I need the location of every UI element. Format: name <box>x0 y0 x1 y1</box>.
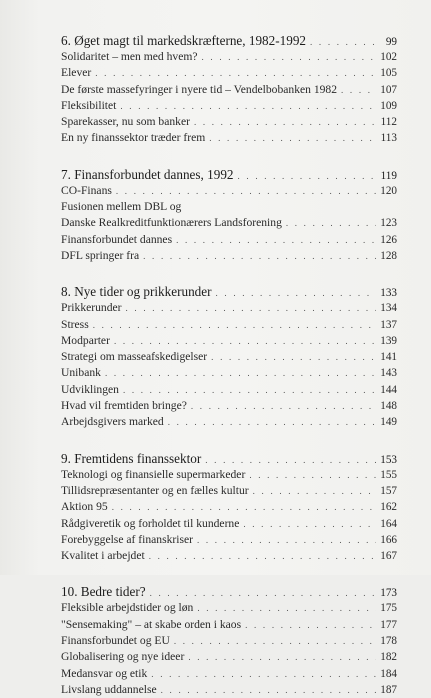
dot-leader <box>161 682 376 698</box>
dot-leader <box>249 467 376 483</box>
toc-entry <box>61 65 397 81</box>
dot-leader <box>105 365 376 381</box>
page-number: 143 <box>380 367 397 380</box>
entry-title: Danske Realkreditfunktionærers Landsforening <box>61 216 282 230</box>
dot-leader <box>120 98 376 114</box>
entry-title: Stress <box>61 317 89 331</box>
entry-title: Sparekasser, nu som banker <box>61 115 190 129</box>
toc-entry <box>61 398 397 414</box>
dot-leader <box>93 317 376 333</box>
toc-chapter-10 <box>61 583 397 698</box>
toc-entry <box>61 183 397 199</box>
entry-title: DFL springer fra <box>61 248 140 262</box>
page-number: 184 <box>380 667 397 680</box>
toc-chapter-6 <box>61 32 397 147</box>
page-number: 112 <box>380 116 397 129</box>
dot-leader <box>126 300 376 316</box>
page-number: 105 <box>380 67 397 80</box>
chapter-heading <box>61 32 397 49</box>
toc-entry <box>61 232 397 248</box>
entry-title: Unibank <box>61 366 101 380</box>
toc-entry <box>61 617 397 633</box>
toc-entry <box>61 317 397 333</box>
chapter-title: 8. Nye tider og prikkerunder <box>61 284 212 300</box>
entry-title: Finansforbundet og EU <box>61 634 170 648</box>
entry-title: Hvad vil fremtiden bringe? <box>61 399 187 413</box>
toc-entry <box>61 333 397 349</box>
entry-title: Fleksible arbejdstider og løn <box>61 601 194 615</box>
toc-chapter-7 <box>61 166 397 264</box>
entry-title: Finansforbundet dannes <box>61 232 173 246</box>
toc-entry <box>61 499 397 515</box>
toc-entry <box>61 248 397 264</box>
page-number: 182 <box>380 651 397 664</box>
page-number: 157 <box>380 484 397 497</box>
page-number: 102 <box>380 51 397 63</box>
page-number: 149 <box>380 416 397 429</box>
page-number: 155 <box>380 468 397 481</box>
page-number: 187 <box>380 683 397 696</box>
dot-leader <box>211 349 376 365</box>
page-number: 133 <box>380 287 397 300</box>
dot-leader <box>149 548 376 564</box>
page-number: 99 <box>385 36 397 48</box>
dot-leader <box>341 82 376 98</box>
entry-title: Fusionen mellem DBL og <box>61 200 182 214</box>
entry-title: Tillidsrepræsentanter og en fælles kultur <box>61 483 249 497</box>
page-number: 166 <box>380 533 397 546</box>
dot-leader <box>194 114 376 130</box>
entry-title: Prikkerunder <box>61 301 122 315</box>
page-number: 139 <box>380 334 397 347</box>
dot-leader <box>202 49 376 65</box>
entry-title: Modparter <box>61 333 110 347</box>
chapter-heading <box>61 166 397 183</box>
dot-leader <box>114 333 376 349</box>
toc-entry <box>61 649 397 665</box>
toc-entry <box>61 365 397 381</box>
toc-entry <box>61 349 397 365</box>
toc-entry <box>61 600 397 616</box>
chapter-title: 7. Finansforbundet dannes, 1992 <box>61 166 234 182</box>
entry-title: Fleksibilitet <box>61 98 117 112</box>
dot-leader <box>245 617 376 633</box>
page-number: 107 <box>380 83 397 96</box>
page-number: 162 <box>380 501 397 514</box>
dot-leader <box>197 600 376 616</box>
entry-title: Forebyggelse af finanskriser <box>61 532 193 546</box>
page-number: 175 <box>380 602 397 615</box>
dot-leader <box>253 483 376 499</box>
entry-title: CO-Finans <box>61 183 112 197</box>
dot-leader <box>123 382 376 398</box>
entry-title: De første massefyringer i nyere tid – Vendelbobanken 1982 <box>61 82 338 96</box>
dot-leader <box>116 183 376 199</box>
entry-title: Kvalitet i arbejdet <box>61 549 145 563</box>
toc-entry <box>61 483 397 499</box>
dot-leader <box>286 215 376 231</box>
dot-leader <box>209 130 376 146</box>
dot-leader <box>188 649 376 665</box>
toc-entry <box>61 532 397 548</box>
entry-title: Rådgiveretik og forholdet til kunderne <box>61 516 240 530</box>
page-number: 137 <box>380 318 397 331</box>
entry-title: "Sensemaking" – at skabe orden i kaos <box>61 617 242 631</box>
page-number: 119 <box>380 169 397 182</box>
toc-entry <box>61 82 397 98</box>
toc-entry <box>61 414 397 430</box>
page-number: 109 <box>380 99 397 112</box>
toc-entry <box>61 199 397 215</box>
page-number: 177 <box>380 618 397 631</box>
entry-title: En ny finanssektor træder frem <box>61 131 206 145</box>
page-number: 148 <box>380 400 397 413</box>
toc-entry <box>61 516 397 532</box>
toc-entry <box>61 467 397 483</box>
toc-entry <box>61 633 397 649</box>
toc-entry <box>61 130 397 146</box>
chapter-title: 9. Fremtidens finanssektor <box>61 450 202 466</box>
dot-leader <box>168 414 376 430</box>
page-number: 173 <box>380 587 397 600</box>
toc-entry <box>61 548 397 564</box>
toc-entry <box>61 300 397 316</box>
page-number: 128 <box>380 249 397 262</box>
page-number: 126 <box>380 233 397 246</box>
toc-entry <box>61 98 397 114</box>
toc-chapter-8 <box>61 283 397 430</box>
page-number: 178 <box>380 635 397 648</box>
page-number: 123 <box>380 217 397 230</box>
entry-title: Teknologi og finansielle supermarkeder <box>61 467 246 481</box>
table-of-contents <box>61 32 397 698</box>
entry-title: Medansvar og etik <box>61 666 148 680</box>
dot-leader <box>191 398 376 414</box>
dot-leader <box>143 248 376 264</box>
dot-leader <box>95 65 376 81</box>
toc-chapter-9 <box>61 450 397 565</box>
chapter-heading <box>61 283 397 300</box>
page-number: 134 <box>380 302 397 315</box>
chapter-heading <box>61 450 397 467</box>
dot-leader <box>243 516 376 532</box>
chapter-title: 10. Bedre tider? <box>61 584 146 600</box>
page-number: 144 <box>380 383 397 396</box>
page-number: 153 <box>380 453 397 466</box>
entry-title: Arbejdsgivers marked <box>61 415 164 429</box>
toc-entry <box>61 666 397 682</box>
toc-entry <box>61 49 397 65</box>
entry-title: Aktion 95 <box>61 500 108 514</box>
dot-leader <box>151 666 376 682</box>
chapter-heading <box>61 583 397 600</box>
dot-leader <box>176 232 376 248</box>
entry-title: Livslang uddannelse <box>61 682 157 696</box>
page-number: 141 <box>380 351 397 364</box>
dot-leader <box>112 499 376 515</box>
entry-title: Udviklingen <box>61 382 119 396</box>
page-number: 120 <box>380 184 397 197</box>
toc-entry <box>61 215 397 231</box>
toc-entry <box>61 382 397 398</box>
dot-leader <box>197 532 376 548</box>
page-number: 164 <box>380 517 397 530</box>
toc-entry <box>61 114 397 130</box>
entry-title: Globalisering og nye ideer <box>61 650 185 664</box>
toc-entry <box>61 682 397 698</box>
entry-title: Solidaritet – men med hvem? <box>61 50 198 63</box>
entry-title: Strategi om masseafskedigelser <box>61 350 208 364</box>
chapter-title: 6. Øget magt til markedskræfterne, 1982-1992 <box>61 33 307 48</box>
entry-title: Elever <box>61 66 92 80</box>
page-number: 113 <box>380 132 397 145</box>
page-number: 167 <box>380 550 397 563</box>
dot-leader <box>174 633 376 649</box>
